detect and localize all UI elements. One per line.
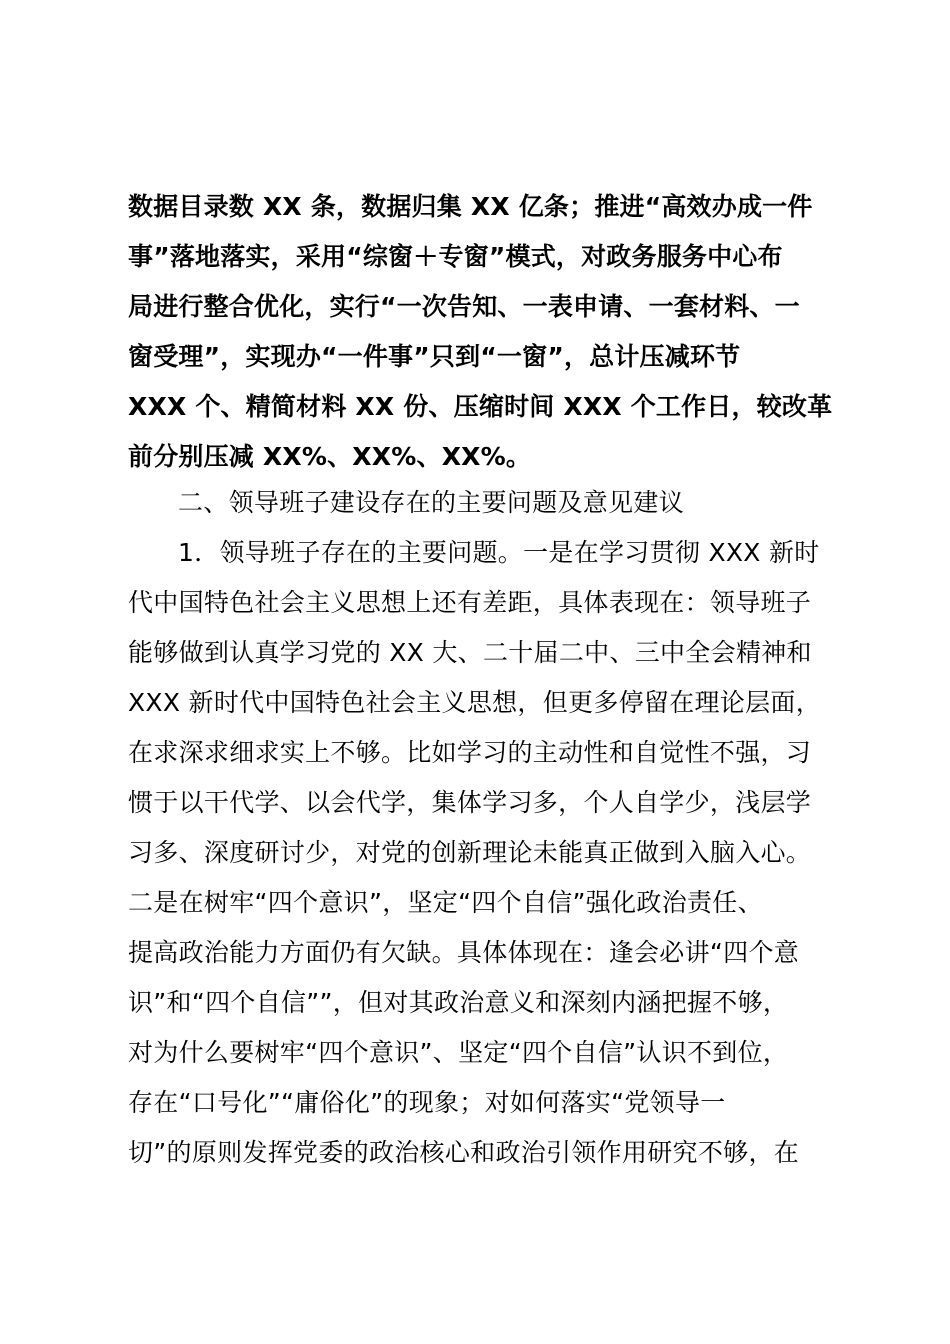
- text-line: 代中国特色社会主义思想上还有差距，具体表现在：领导班子: [128, 588, 812, 617]
- text-line: 数据目录数 XX 条，数据归集 XX 亿条；推进“高效办成一件: [128, 192, 813, 221]
- body-paragraph: [128, 528, 840, 1178]
- bold-paragraph: [128, 182, 840, 482]
- text-line: 习多、深度研讨少，对党的创新理论未能真正做到入脑入心。: [128, 838, 812, 867]
- text-line: 识”和“四个自信””，但对其政治意义和深刻内涵把握不够，: [128, 988, 789, 1017]
- text-line: 能够做到认真学习党的 XX 大、二十届二中、三中全会精神和: [128, 638, 812, 667]
- text-line: 前分别压减 XX%、XX%、XX%。: [128, 442, 532, 471]
- text-line: 窗受理”，实现办“一件事”只到“一窗”，总计压减环节: [128, 342, 741, 371]
- text-line: XXX 个、精简材料 XX 份、压缩时间 XXX 个工作日，较改革: [128, 392, 833, 421]
- text-line: 对为什么要树牢“四个意识”、坚定“四个自信”认识不到位，: [128, 1038, 789, 1067]
- text-line: 在求深求细求实上不够。比如学习的主动性和自觉性不强，习: [128, 738, 812, 767]
- text-line: 提高政治能力方面仍有欠缺。具体体现在：逢会必讲“四个意: [128, 938, 800, 967]
- text-line: 惯于以干代学、以会代学，集体学习多，个人自学少，浅层学: [128, 788, 812, 817]
- text-line: 二是在树牢“四个意识”，坚定“四个自信”强化政治责任、: [128, 888, 763, 917]
- text-line: 1．领导班子存在的主要问题。一是在学习贯彻 XXX 新时: [178, 538, 820, 567]
- text-line: 局进行整合优化，实行“一次告知、一表申请、一套材料、一: [128, 292, 800, 321]
- text-line: XXX 新时代中国特色社会主义思想，但更多停留在理论层面，: [128, 688, 822, 717]
- text-line: 存在“口号化”“庸俗化”的现象；对如何落实“党领导一: [128, 1088, 726, 1117]
- section-heading-block: [128, 478, 840, 528]
- section-heading: 二、领导班子建设存在的主要问题及意见建议: [178, 488, 685, 517]
- text-line: 事”落地落实，采用“综窗＋专窗”模式，对政务服务中心布: [128, 242, 783, 271]
- text-line: 切”的原则发挥党委的政治核心和政治引领作用研究不够，在: [128, 1138, 800, 1167]
